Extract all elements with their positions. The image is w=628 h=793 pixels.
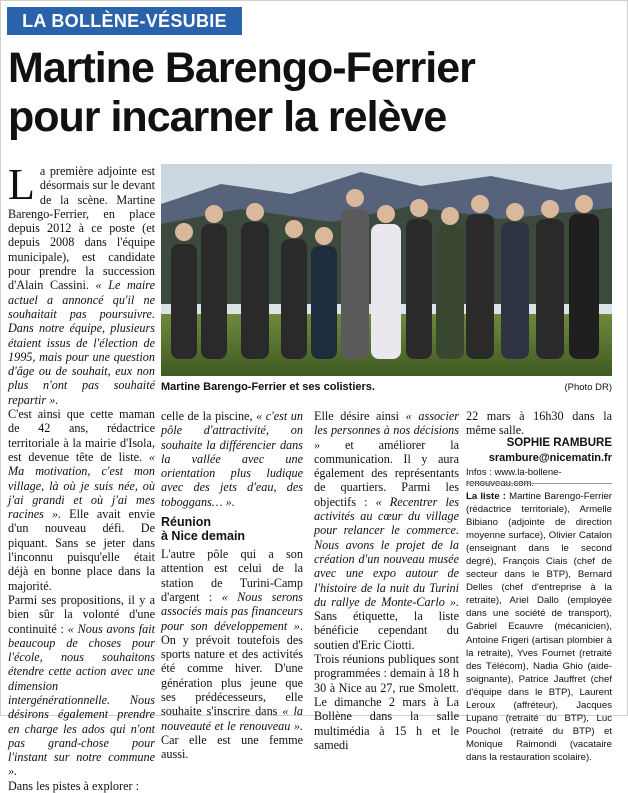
headline-line-2: pour incarner la relève xyxy=(8,93,447,141)
article-column-1 xyxy=(8,160,156,793)
list-text: Martine Barengo-Ferrier (rédactrice territoriale), Armelle Bibiano (adjointe de direction moyenne surface), Olivier Catalon (enseignant dans le second degré), François Ciais (chef de secteur dans le BTP), Bernard Delles (chef d'entreprise à la retraite), Ariel Dallo (employée dans une société de transport), Gabriel Ecauvre (mécanicien), Antoine Frigeri (artisan plombier à la retraite), Yves Fournet (retraité des Télécom), Nadia Ghio (aide-soignante), Patrice Jauffret (chef d'équipe dans le BTP), Laurent Leroux (affréteur), Jacques Lupano (retraité du BTP), Luc Pouchol (retraité du BTP) et Monique Raimondi (vacataire dans la restauration scolaire). xyxy=(466,491,612,763)
paragraph: 22 mars à 16h30 dans la même salle. xyxy=(466,409,612,438)
subheading: Réunion à Nice demain xyxy=(161,515,246,544)
author-name: SOPHIE RAMBURE xyxy=(506,437,612,449)
drop-cap: L xyxy=(8,160,35,209)
list-label: La liste : xyxy=(466,491,506,502)
section-kicker: LA BOLLÈNE-VÉSUBIE xyxy=(7,7,242,35)
paragraph: celle de la piscine, « c'est un pôle d'attractivité, on souhaite la différencier dans la vallée avec une orientation plus ludique avec des jets d'eau, des toboggans… ». xyxy=(161,409,303,509)
headline-line-1: Martine Barengo-Ferrier xyxy=(8,44,475,92)
infos-link[interactable]: Infos : www.la-bollene- xyxy=(466,467,562,478)
paragraph: Parmi ses propositions, il y a bien sûr la volonté d'une continuité : « Nous avons fait beaucoup de choses pour l'école, nous souhaitons étendre cette action avec une dimension intergénérationnelle. Nous désirons également prendre en charge les ados qui n'ont pas grand-chose pour l'instant sur notre commune ». xyxy=(8,592,156,779)
article-column-2 xyxy=(161,409,303,762)
article-column-3 xyxy=(314,409,459,752)
author-email[interactable]: srambure@nicematin.fr xyxy=(488,452,612,464)
paragraph: C'est ainsi que cette maman de 42 ans, rédactrice territoriale à la mairie d'Isola, est devenue tête de liste. « Ma motivation, c'est mon village, là où je suis née, où j'ai grandi et où j'ai mes racines ». Elle avait envie d'un nouveau défi. De piquant. Sans se jeter dans l'inconnu puisqu'elle était déjà en bonne place dans la majorité. xyxy=(8,407,155,593)
paragraph: L'autre pôle qui a son attention est celui de la station de Turini-Camp d'argent : « Nous serons associés mais pas financeurs pour son développement ». On y prévoit toutefois des sports nature et des activités été comme hiver. D'une génération plus jeune que ses prédécesseurs, elle souhaite s'inscrire dans « la nouveauté et le renouveau ». Car elle est une femme aussi. xyxy=(161,547,303,762)
group-photo-image xyxy=(161,164,612,376)
headline xyxy=(8,44,620,142)
paragraph: Elle désire ainsi « associer les personnes à nos décisions » et améliorer la communication. Il y aura également des représentants de quartiers. Parmi les objectifs : « Recentrer les activités au cœur du village pour relancer le commerce. Nous avons le projet de la création d'un nouveau musée avec une expo autour de l'histoire de la nuit du Turini du rallye de Monte-Carlo ». Sans étiquette, la liste bénéficie cependant du soutien d'Eric Ciotti. xyxy=(314,409,460,652)
divider xyxy=(466,483,612,484)
paragraph: Trois réunions publiques sont programmées : demain à 18 h 30 à Nice au 27, rue Smolett. Le dimanche 2 mars à La Bollène dans la salle multimédia à 15 h et le samedi xyxy=(314,652,459,752)
photo-caption xyxy=(161,381,612,393)
article-column-4 xyxy=(466,409,612,438)
intro-paragraph: La première adjointe est désormais sur le devant de la scène. Martine Barengo-Ferrier, en place depuis 2012 à ce poste (et depuis 2008 dans l'équipe municipale), est candidate pour prendre la succession d'Alain Cassini. « Le maire actuel a annoncé qu'il ne souhaitait pas poursuivre. Dans notre équipe, plusieurs étaient issus de l'élection de 1995, mais pour une question d'âge ou de souhait, eux non plus n'ont pas souhaité repartir ». xyxy=(8,160,155,407)
photo-credit: (Photo DR) xyxy=(564,382,612,393)
candidate-list xyxy=(466,490,612,764)
paragraph: Dans les pistes à explorer : xyxy=(8,778,139,793)
group-photo xyxy=(161,164,612,376)
caption-text: Martine Barengo-Ferrier et ses colistiers. xyxy=(161,381,375,393)
